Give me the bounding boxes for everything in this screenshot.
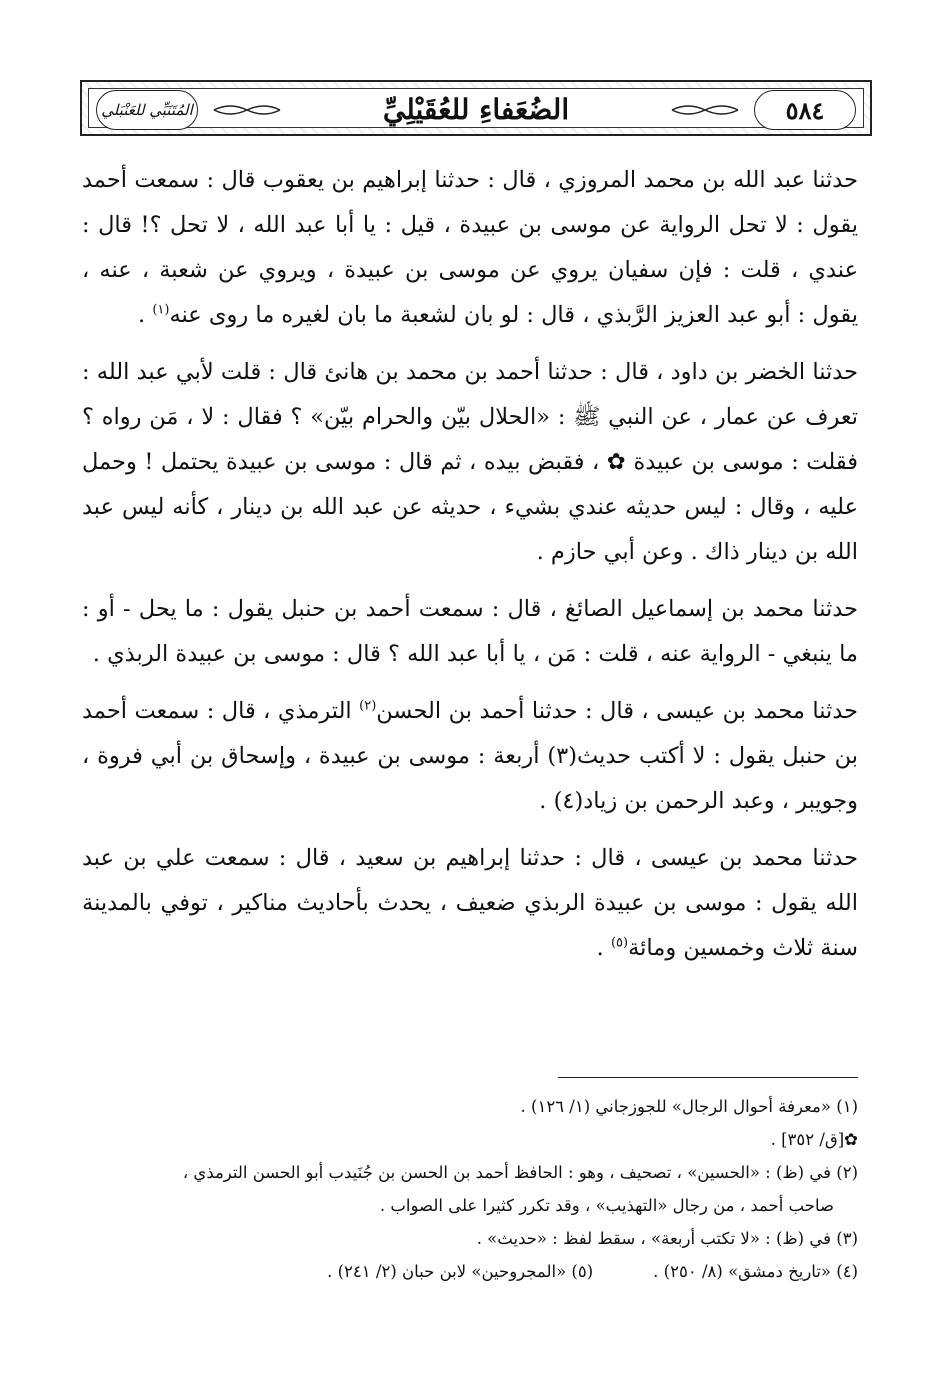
footnote: ✿[ق/ ٣٥٢] . bbox=[770, 1130, 858, 1149]
footnote: صاحب أحمد ، من رجال «التهذيب» ، وقد تكرر كثيرا على الصواب . bbox=[379, 1196, 834, 1215]
paragraph: حدثنا محمد بن عيسى ، قال : حدثنا إبراهيم بن سعيد ، قال : سمعت علي بن عبد الله يقول : موسى بن عبيدة الربذي ضعيف ، يحدث بأحاديث مناكير ، توفي بالمدينة سنة ثلاث وخمسين ومائة$^{(٥)}$ . bbox=[82, 845, 858, 961]
footnote: (٥) «المجروحين» لابن حبان (٢/ ٢٤١) . bbox=[327, 1262, 594, 1281]
footnote-row bbox=[82, 1255, 858, 1288]
footnote: (٢) في (ظ) : «الحسين» ، تصحيف ، وهو : الحافظ أحمد بن الحسن بن جُنَيدب أبو الحسن الترمذي ، bbox=[182, 1163, 858, 1182]
publisher-logo: المُتَنَبِّي للعَنْبَلي bbox=[96, 90, 198, 130]
paragraph: حدثنا عبد الله بن محمد المروزي ، قال : حدثنا إبراهيم بن يعقوب قال : سمعت أحمد يقول : لا تحل الرواية عن موسى بن عبيدة ، قيل : يا أبا عبد الله ، لا تحل ؟! قال : عندي ، قلت : فإن سفيان يروي عن موسى بن عبيدة ، ويروي عن شعبة ، عنه ، يقول : أبو عبد العزيز الرَّبذي ، قال : لو بان لشعبة ما بان لغيره ما روى عنه$^{(١)}$ . bbox=[82, 167, 858, 328]
footnote: (٤) «تاريخ دمشق» (٨/ ٢٥٠) . bbox=[653, 1262, 858, 1281]
footnote: (١) «معرفة أحوال الرجال» للجوزجاني (١/ ١٢٦) . bbox=[520, 1097, 858, 1116]
main-text bbox=[82, 158, 858, 983]
book-title: الضُعَفاءِ للعُقَيْلِيِّ bbox=[382, 92, 570, 126]
footnotes bbox=[82, 1090, 858, 1288]
ornament-icon bbox=[670, 102, 740, 118]
ornament-icon bbox=[212, 102, 282, 118]
paragraph: حدثنا محمد بن عيسى ، قال : حدثنا أحمد بن الحسن$^{(٢)}$ الترمذي ، قال : سمعت أحمد بن حنبل يقول : لا أكتب حديث(٣) أربعة : موسى بن عبيدة ، وإسحاق بن أبي فروة ، وجويبر ، وعبد الرحمن بن زياد(٤) . bbox=[82, 698, 858, 814]
footnote: (٣) في (ظ) : «لا تكتب أربعة» ، سقط لفظ : «حديث» . bbox=[476, 1229, 858, 1248]
page-number: ٥٨٤ bbox=[754, 90, 856, 130]
paragraph: حدثنا الخضر بن داود ، قال : حدثنا أحمد بن محمد بن هانئ قال : قلت لأبي عبد الله : تعرف عن عمار ، عن النبي ﷺ : «الحلال بيّن والحرام بيّن» ؟ فقال : لا ، مَن رواه ؟ فقلت : موسى بن عبيدة ✿ ، فقبض بيده ، ثم قال : موسى بن عبيدة يحتمل ! وحمل عليه ، وقال : ليس حديثه عندي بشيء ، حديثه عن عبد الله بن دينار ، كأنه ليس عبد الله بن دينار ذاك . وعن أبي حازم . bbox=[82, 359, 858, 565]
paragraph: حدثنا محمد بن إسماعيل الصائغ ، قال : سمعت أحمد بن حنبل يقول : ما يحل - أو : ما ينبغي - الرواية عنه ، قلت : مَن ، يا أبا عبد الله ؟ قال : موسى بن عبيدة الربذي . bbox=[82, 596, 858, 667]
footnote-separator bbox=[558, 1077, 858, 1078]
page-header bbox=[80, 80, 872, 136]
